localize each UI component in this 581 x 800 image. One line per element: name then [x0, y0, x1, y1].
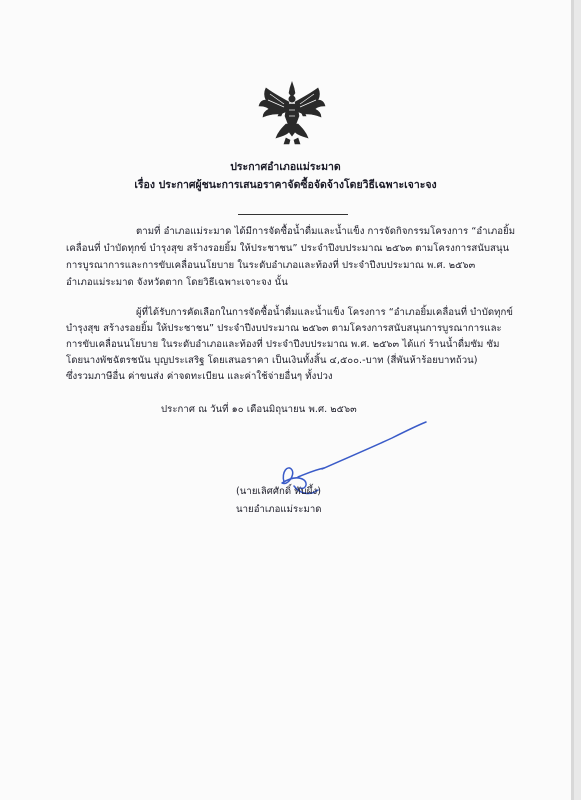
title-divider [238, 214, 348, 215]
document-subject: เรื่อง ประกาศผู้ชนะการเสนอราคาจัดซื้อจัดจ้างโดยวิธีเฉพาะเจาะจง [134, 179, 437, 191]
announce-date: ประกาศ ณ วันที่ ๑๐ เดือนมิถุนายน พ.ศ. ๒๕๖๓ [161, 404, 357, 415]
para1-line-4: อำเภอแม่ระมาด จังหวัดตาก โดยวิธีเฉพาะเจาะจง นั้น [66, 277, 288, 288]
signer-position: นายอำเภอแม่ระมาด [236, 504, 322, 515]
para2-line-4: โดยนางพัชฉัตรชนัน บุญประเสริฐ โดยเสนอราคา เป็นเงินทั้งสิ้น ๔,๕๐๐.-บาท (สี่พันห้าร้อยบาทถ้วน) [66, 355, 478, 366]
para2-line-3: การขับเคลื่อนนโยบาย ในระดับอำเภอและท้องที่ ประจำปีงบประมาณ พ.ศ. ๒๕๖๓ ได้แก่ ร้านน้ำดื่มซัม ซัม [66, 339, 500, 350]
para2-line-5: ซึ่งรวมภาษีอื่น ค่าขนส่ง ค่าจดทะเบียน และค่าใช้จ่ายอื่นๆ ทั้งปวง [66, 371, 333, 382]
para2-line-1: ผู้ที่ได้รับการคัดเลือกในการจัดซื้อน้ำดื่มและน้ำแข็ง โครงการ “อำเภอยิ้มเคลื่อนที่ บำบัดทุกข์ [136, 307, 513, 318]
handwritten-signature [270, 420, 440, 515]
para1-line-2: เคลื่อนที่ บำบัดทุกข์ บำรุงสุข สร้างรอยยิ้ม ให้ประชาชน” ประจำปีงบประมาณ ๒๕๖๓ ตามโครงการสนับสนุน [66, 243, 510, 254]
para2-line-2: บำรุงสุข สร้างรอยยิ้ม ให้ประชาชน” ประจำปีงบประมาณ ๒๕๖๓ ตามโครงการสนับสนุนการบูรณาการและ [66, 323, 502, 334]
para1-line-1: ตามที่ อำเภอแม่ระมาด ได้มีการจัดซื้อน้ำดื่มและน้ำแข็ง การจัดกิจกรรมโครงการ “อำเภอยิ้ม [136, 226, 516, 237]
document-title: ประกาศอำเภอแม่ระมาด [230, 161, 341, 173]
para1-line-3: การบูรณาการและการขับเคลื่อนนโยบาย ในระดับอำเภอและท้องที่ ประจำปีงบประมาณ พ.ศ. ๒๕๖๓ [66, 260, 476, 271]
signer-name: (นายเลิศศักดิ์ ทับผึ้ง) [236, 486, 321, 497]
garuda-emblem [256, 80, 328, 146]
